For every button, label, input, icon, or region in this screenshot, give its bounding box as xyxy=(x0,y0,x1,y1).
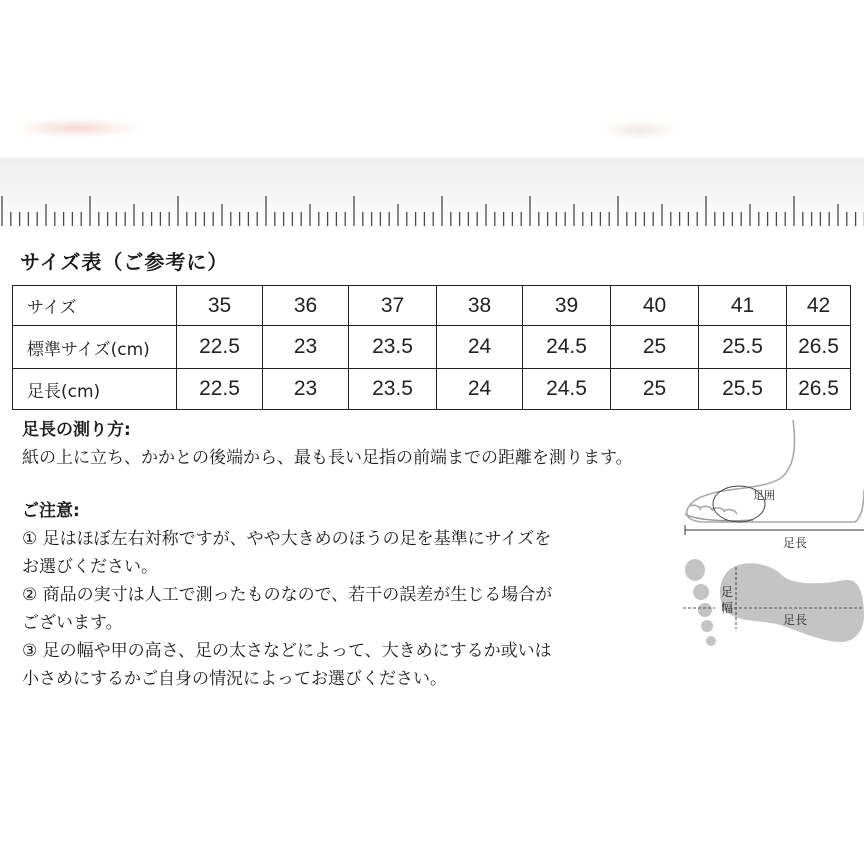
table-cell: 26.5 xyxy=(787,369,851,410)
table-cell: 24 xyxy=(437,369,523,410)
top-decoration-smudge xyxy=(12,118,142,138)
table-cell: 25 xyxy=(611,326,699,369)
size-cell: 36 xyxy=(263,286,349,326)
foot-side-view xyxy=(685,420,864,522)
width-label-1: 足 xyxy=(721,585,734,599)
note-line: ございます。 xyxy=(22,613,123,633)
size-cell: 41 xyxy=(699,286,787,326)
size-header-row xyxy=(13,286,851,326)
table-cell: 24.5 xyxy=(523,326,611,369)
note-line: お選びください。 xyxy=(22,557,158,577)
table-cell: 22.5 xyxy=(177,326,263,369)
table-cell: 24 xyxy=(437,326,523,369)
size-cell: 40 xyxy=(611,286,699,326)
table-cell: 23 xyxy=(263,326,349,369)
size-cell: 37 xyxy=(349,286,437,326)
table-cell: 23.5 xyxy=(349,326,437,369)
ruler-graphic xyxy=(0,158,864,228)
table-cell: 26.5 xyxy=(787,326,851,369)
size-cell: 42 xyxy=(787,286,851,326)
measure-heading: 足長の測り方: xyxy=(22,420,131,440)
table-cell: 22.5 xyxy=(177,369,263,410)
note-line: 小さめにするかご自身の情況によってお選びください。 xyxy=(22,669,447,689)
size-cell: 38 xyxy=(437,286,523,326)
table-cell: 24.5 xyxy=(523,369,611,410)
measure-section xyxy=(22,416,742,472)
foot-measurement-illustration xyxy=(665,410,864,660)
table-cell: 23 xyxy=(263,369,349,410)
sole-length-label: 足長 xyxy=(783,613,808,627)
table-cell: 25.5 xyxy=(699,369,787,410)
side-length-label: 足長 xyxy=(783,536,808,550)
table-cell: 25.5 xyxy=(699,326,787,369)
row-label: 足長(cm) xyxy=(13,369,177,410)
width-label-2: 幅 xyxy=(721,601,734,615)
table-cell: 25 xyxy=(611,369,699,410)
standard-size-row xyxy=(13,326,851,369)
measure-text: 紙の上に立ち、かかとの後端から、最も長い足指の前端までの距離を測ります。 xyxy=(22,448,633,468)
row-label: 標準サイズ(cm) xyxy=(13,326,177,369)
note-line: ③ 足の幅や甲の高さ、足の太さなどによって、大きめにするか或いは xyxy=(22,641,552,661)
footprint-view xyxy=(685,559,864,646)
page-title: サイズ表（ご参考に） xyxy=(20,250,229,274)
size-table xyxy=(12,285,851,410)
note-line: ② 商品の実寸は人工で測ったものなので、若干の誤差が生じる場合が xyxy=(22,585,553,605)
notes-heading: ご注意: xyxy=(22,501,80,521)
girth-label: 足囲 xyxy=(753,489,775,502)
size-cell: 35 xyxy=(177,286,263,326)
top-decoration-smudge-right xyxy=(600,120,680,140)
note-line: ① 足はほぼ左右対称ですが、やや大きめのほうの足を基準にサイズを xyxy=(22,529,552,549)
header-label: サイズ xyxy=(13,286,177,326)
size-cell: 39 xyxy=(523,286,611,326)
foot-length-row xyxy=(13,369,851,410)
notes-section xyxy=(22,497,662,693)
table-cell: 23.5 xyxy=(349,369,437,410)
